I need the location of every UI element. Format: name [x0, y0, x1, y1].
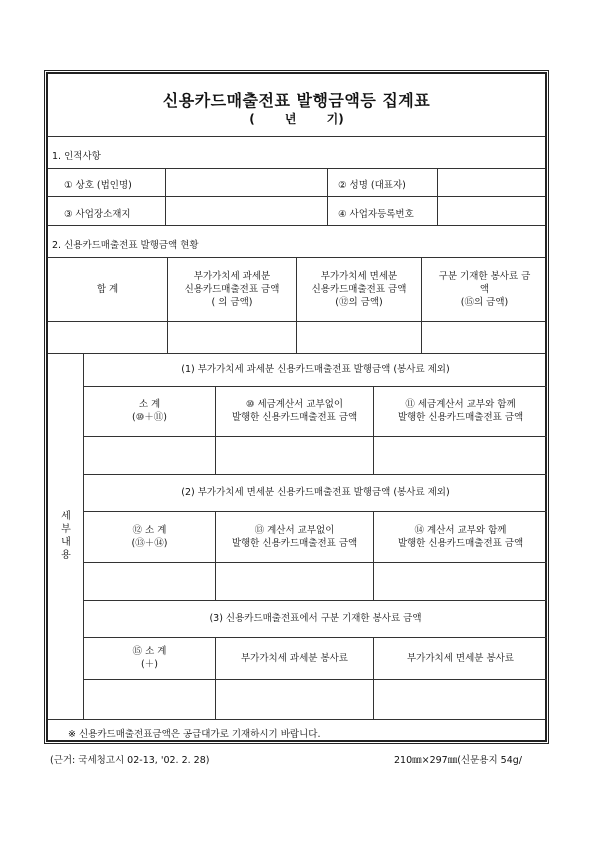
- label-business-name: ① 상호 (법인명): [64, 180, 132, 191]
- form-frame: [46, 72, 547, 742]
- divider: [215, 637, 216, 719]
- divider: [83, 562, 547, 563]
- form-period: ( 년 기): [249, 112, 344, 126]
- sub3-subtotal: ⑮ 소 계 (＋): [132, 646, 167, 670]
- sub2-without-invoice: ⑬ 계산서 교부없이 발행한 신용카드매출전표 금액: [231, 524, 358, 549]
- divider: [48, 136, 545, 137]
- sub3-exempt-fee: 부가가치세 면세분 봉사료: [407, 652, 514, 664]
- label-representative: ② 성명 (대표자): [338, 180, 406, 191]
- label-registration-number: ④ 사업자등록번호: [338, 209, 414, 220]
- form-note: ※ 신용카드매출전표금액은 공급대가로 기재하시기 바랍니다.: [68, 729, 321, 740]
- divider: [296, 257, 297, 353]
- header-service-fee: 구분 기재한 봉사료 금 액 (⑮의 금액): [438, 270, 531, 308]
- footer-legal-basis: (근거: 국세청고시 02-13, '02. 2. 28): [50, 755, 210, 766]
- divider: [83, 436, 547, 437]
- divider: [48, 196, 545, 197]
- divider: [373, 511, 374, 600]
- header-total: 합 계: [96, 283, 119, 295]
- divider: [373, 637, 374, 719]
- divider: [48, 168, 545, 169]
- sub3-taxable-fee: 부가가치세 과세분 봉사료: [241, 652, 348, 664]
- form-title: 신용카드매출전표 발행금액등 집계표: [162, 91, 431, 110]
- sub2-with-invoice: ⑭ 계산서 교부와 함께 발행한 신용카드매출전표 금액: [397, 524, 524, 549]
- sub2-title: (2) 부가가치세 면세분 신용카드매출전표 발행금액 (봉사료 제외): [181, 487, 450, 498]
- sub2-subtotal: ⑫ 소 계 (⑬＋⑭): [131, 524, 168, 549]
- divider: [48, 321, 545, 322]
- divider: [48, 225, 545, 226]
- detail-label: 세부내용: [61, 511, 71, 561]
- label-business-address: ③ 사업장소재지: [64, 209, 131, 220]
- divider: [373, 386, 374, 474]
- footer-paper-size: 210㎜×297㎜(신문용지 54g/: [394, 755, 522, 766]
- section-personal-info: 1. 인적사항: [52, 151, 101, 162]
- header-exempt-amount: 부가가치세 면세분 신용카드매출전표 금액 (⑫의 금액): [311, 270, 407, 308]
- divider: [215, 386, 216, 474]
- divider: [48, 719, 545, 720]
- divider: [421, 257, 422, 353]
- divider: [83, 679, 547, 680]
- sub1-with-invoice: ⑪ 세금계산서 교부와 함께 발행한 신용카드매출전표 금액: [397, 399, 524, 423]
- divider: [167, 257, 168, 353]
- sub1-without-invoice: ⑩ 세금계산서 교부없이 발행한 신용카드매출전표 금액: [231, 399, 358, 423]
- sub1-subtotal: 소 계 (⑩＋⑪): [132, 399, 167, 423]
- divider: [215, 511, 216, 600]
- header-taxable-amount: 부가가치세 과세분 신용카드매출전표 금액 ( 의 금액): [184, 270, 280, 308]
- sub3-title: (3) 신용카드매출전표에서 구분 기재한 봉사료 금액: [209, 613, 422, 624]
- section-issuance-status: 2. 신용카드매출전표 발행금액 현황: [52, 240, 199, 251]
- sub1-title: (1) 부가가치세 과세분 신용카드매출전표 발행금액 (봉사료 제외): [181, 364, 450, 375]
